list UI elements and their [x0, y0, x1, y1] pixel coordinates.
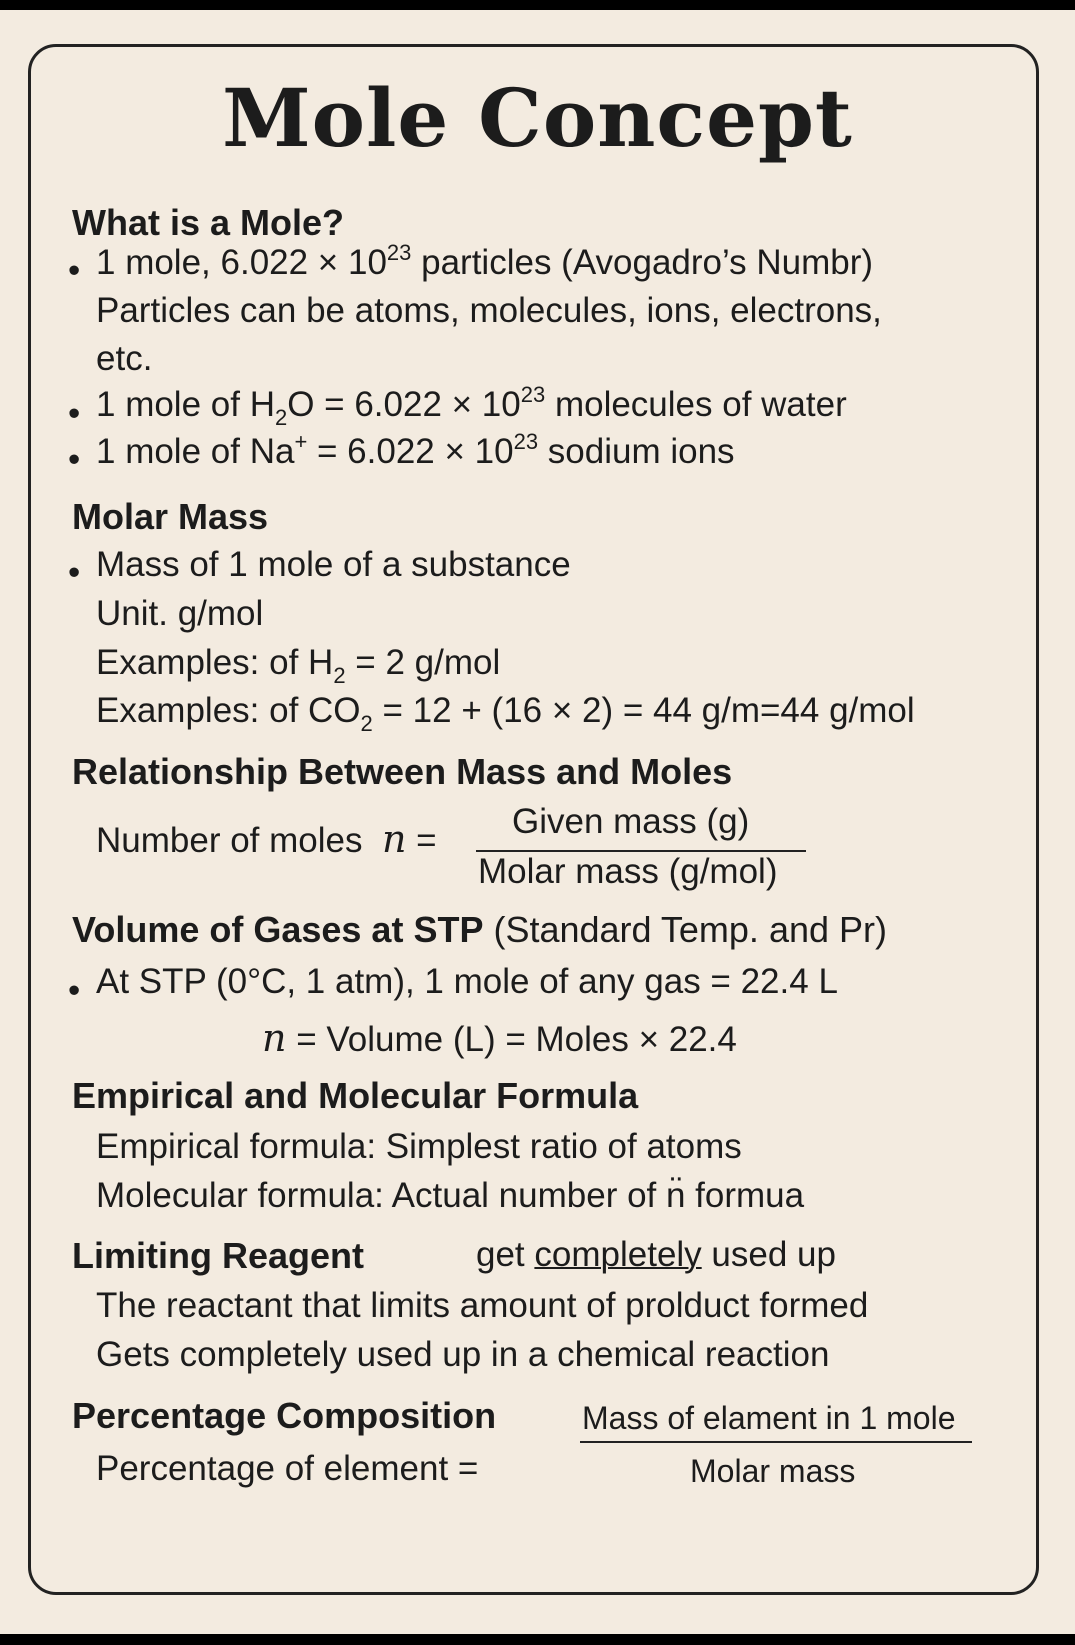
limiting-line-2: Gets completely used up in a chemical reaction — [96, 1335, 830, 1374]
bullet-icon: • — [68, 251, 81, 290]
molecular-line: Molecular formula: Actual number of n̈ formua — [96, 1176, 805, 1215]
percent-label: Percentage of element = — [96, 1449, 479, 1488]
heading-empirical-molecular: Empirical and Molecular Formula — [72, 1075, 639, 1116]
percent-numerator: Mass of elament in 1 mole — [582, 1400, 956, 1436]
heading-what-is-a-mole: What is a Mole? — [72, 202, 345, 243]
particles-line-cont: etc. — [96, 339, 153, 378]
heading-percentage-composition: Percentage Composition — [72, 1395, 497, 1436]
bullet-icon: • — [68, 971, 81, 1010]
fraction-bar — [580, 1441, 972, 1443]
bullet-icon: • — [68, 394, 81, 433]
limiting-note: get completely used up — [476, 1235, 836, 1274]
example-co2: Examples: of $CO_2 = 12 + (16 \times 2) = 44$ g/m=44 g/mol — [96, 691, 915, 736]
heading-molar-mass: Molar Mass — [72, 496, 269, 537]
stp-line: At STP (0°C, 1 atm), 1 mole of any gas = 22.4 L — [96, 962, 838, 1001]
bullet-icon: • — [68, 440, 81, 479]
moles-label: Number of moles n = — [96, 817, 437, 861]
water-line: 1 mole of $H_2O = 6.022 \times 10^{23}$ molecules of water — [96, 382, 847, 430]
moles-denominator: Molar mass (g/mol) — [478, 852, 778, 891]
top-black-bar — [0, 0, 1075, 10]
heading-stp: Volume of Gases at STP (Standard Temp. and Pr) — [72, 909, 887, 950]
empirical-line: Empirical formula: Simplest ratio of atoms — [96, 1127, 742, 1166]
molar-mass-unit: Unit. g/mol — [96, 594, 264, 633]
stp-formula: n = Volume (L) = Moles × 22.4 — [262, 1016, 737, 1060]
particles-line: Particles can be atoms, molecules, ions, electrons, — [96, 291, 882, 330]
heading-limiting-reagent: Limiting Reagent — [72, 1235, 365, 1276]
sodium-line: 1 mole of $Na^+ = 6.022 \times 10^{23}$ sodium ions — [96, 429, 735, 471]
example-h2: Examples: of $H_2 = 2$ g/mol — [96, 643, 501, 688]
heading-mass-moles: Relationship Between Mass and Moles — [72, 751, 733, 792]
percent-denominator: Molar mass — [690, 1453, 856, 1489]
avogadro-line: 1 mole, $6.022 \times 10^{23}$ particles (Avogadro’s Numbr) — [96, 240, 874, 282]
page-title: Mole Concept — [222, 71, 853, 165]
limiting-line-1: The reactant that limits amount of prolduct formed — [96, 1286, 869, 1325]
moles-numerator: Given mass (g) — [512, 802, 750, 841]
molar-mass-def: Mass of 1 mole of a substance — [96, 545, 571, 584]
bullet-icon: • — [68, 553, 81, 592]
bottom-black-bar — [0, 1634, 1075, 1645]
